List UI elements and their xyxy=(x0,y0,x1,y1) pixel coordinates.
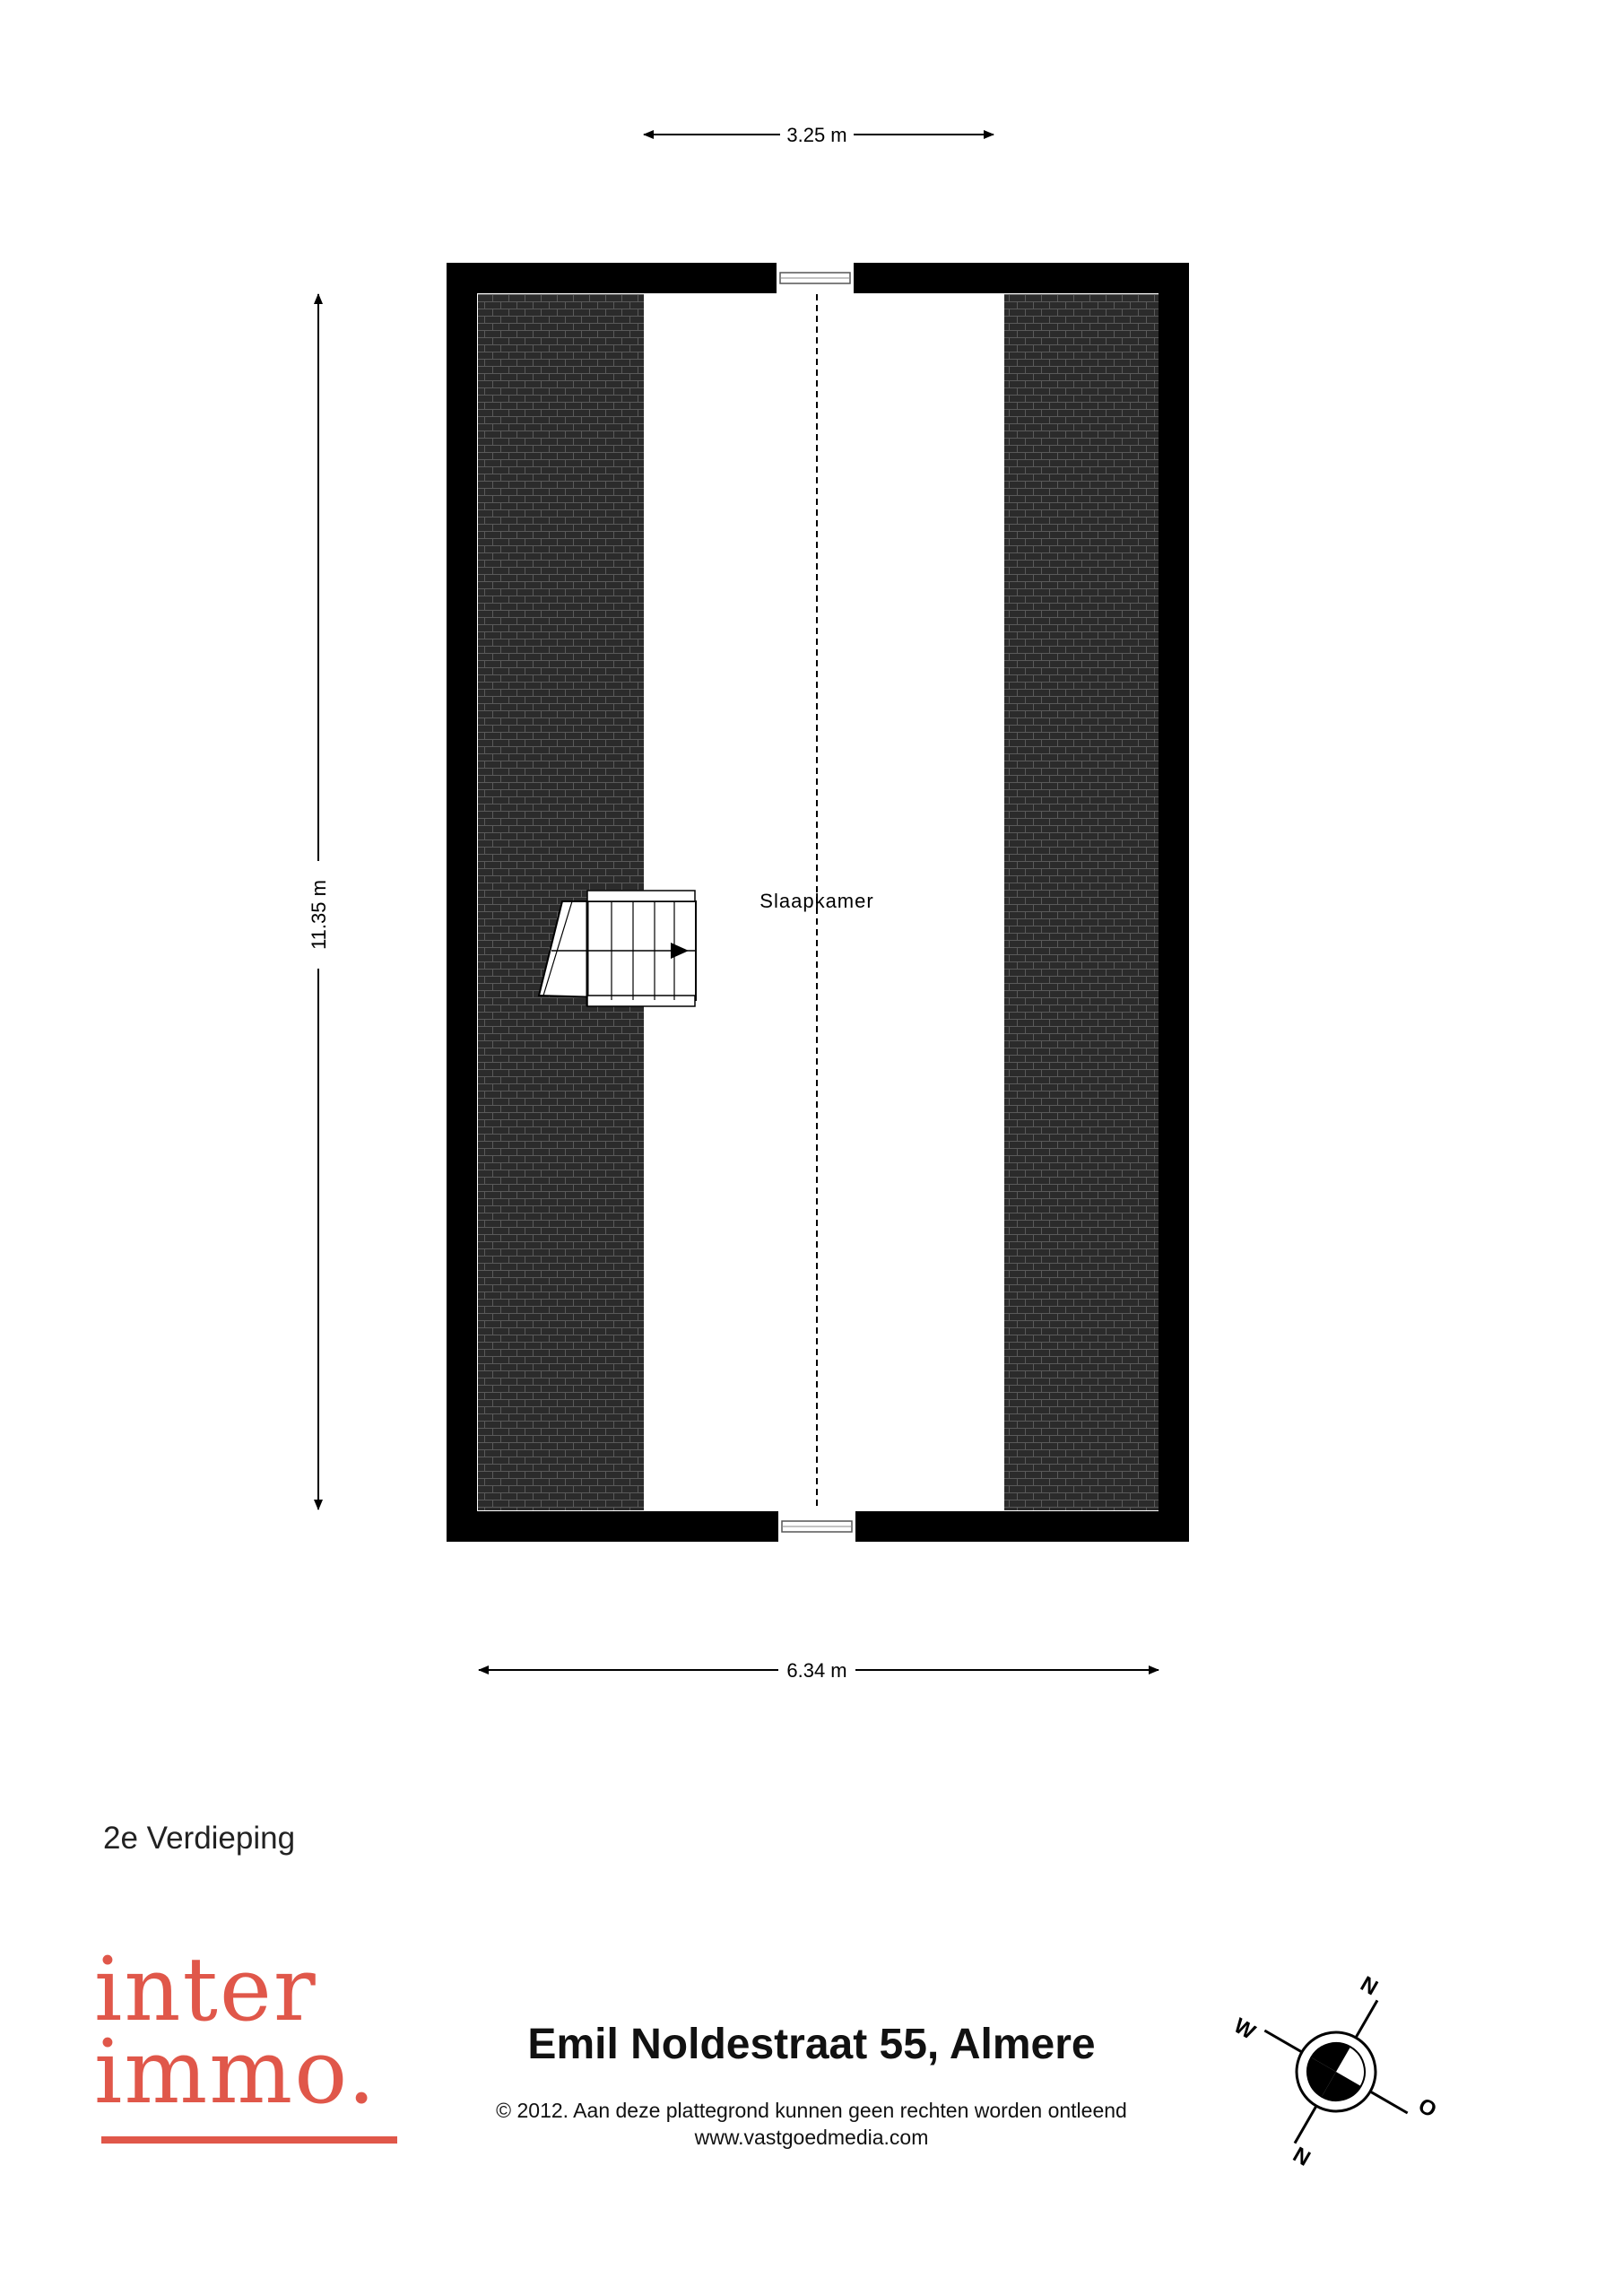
logo-line2: immo. xyxy=(94,2022,378,2124)
copyright-notice: © 2012. Aan deze plattegrond kunnen geen rechten worden ontleend xyxy=(496,2099,1127,2122)
compass-west-label: W xyxy=(1229,2013,1260,2045)
bottom-window xyxy=(782,1521,852,1532)
room-label: Slaapkamer xyxy=(759,890,874,912)
intermmo-logo xyxy=(94,1939,417,2152)
compass-south-label: N xyxy=(1289,2141,1315,2170)
top-dimension xyxy=(644,124,994,146)
logo-underline xyxy=(101,2136,397,2144)
height-dimension xyxy=(308,294,330,1509)
floor-label: 2e Verdieping xyxy=(103,1821,296,1856)
property-address: Emil Noldestraat 55, Almere xyxy=(527,2021,1096,2068)
top-width-label: 3.25 m xyxy=(786,124,847,146)
compass-east-label: O xyxy=(1413,2093,1441,2123)
bottom-dimension xyxy=(479,1659,1159,1682)
height-label: 11.35 m xyxy=(308,880,330,950)
top-window xyxy=(780,273,850,283)
bottom-width-label: 6.34 m xyxy=(786,1659,847,1682)
logo-line1: inter xyxy=(94,1939,317,2041)
compass-north-label: N xyxy=(1356,1971,1383,2001)
website-link: www.vastgoedmedia.com xyxy=(694,2126,929,2149)
compass-rose xyxy=(1228,1964,1444,2179)
roof-slope-right xyxy=(1004,294,1159,1510)
staircase xyxy=(539,891,696,1006)
